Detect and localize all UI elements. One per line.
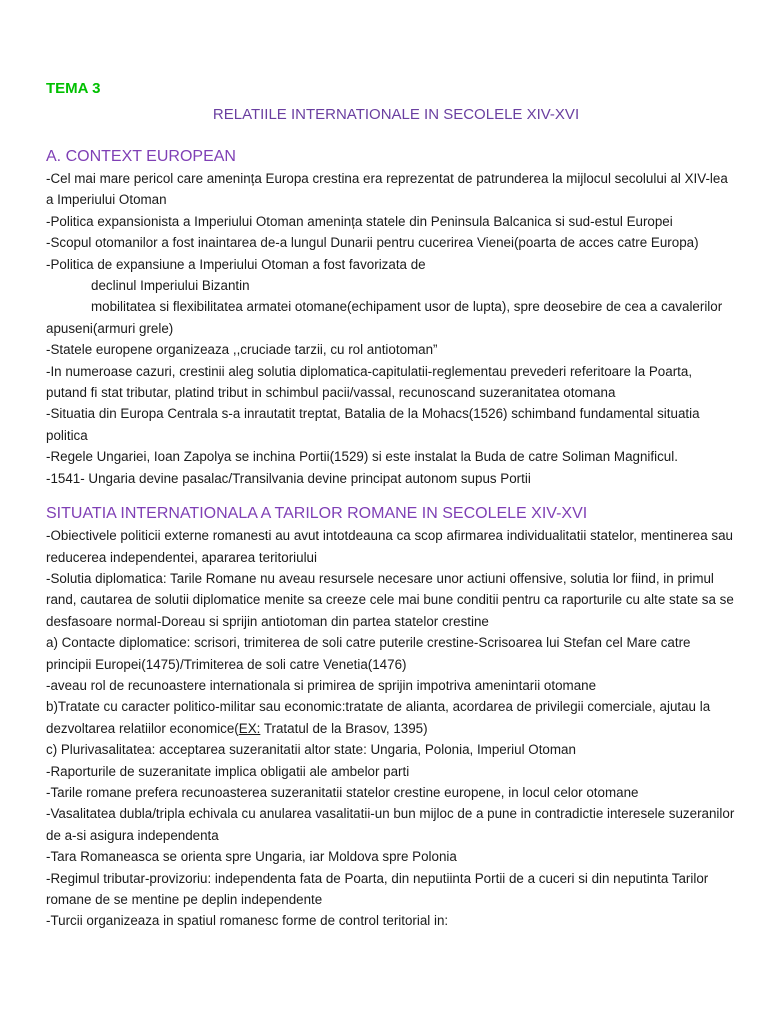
tema-label: TEMA 3: [46, 80, 101, 97]
paragraph: -Cel mai mare pericol care amenința Europa crestina era reprezentat de patrunderea la mijlocul secolului al XIV-lea a Imperiului Otoman: [46, 171, 728, 208]
paragraph: -aveau rol de recunoastere internationala si primirea de sprijin impotriva amenintarii otomane: [46, 677, 597, 693]
paragraph: -1541- Ungaria devine pasalac/Transilvania devine principat autonom supus Portii: [46, 470, 531, 486]
section-a-heading: A. CONTEXT EUROPEAN: [46, 148, 236, 165]
paragraph: -Tara Romaneasca se orienta spre Ungaria, iar Moldova spre Polonia: [46, 849, 457, 865]
paragraph: c) Plurivasalitatea: acceptarea suzeranitatii altor state: Ungaria, Polonia, Imperiul Otoman: [46, 742, 576, 758]
indented-item: declinul Imperiului Bizantin: [91, 278, 250, 294]
section-a-body: [46, 168, 736, 489]
paragraph: -Politica de expansiune a Imperiului Otoman a fost favorizata de: [46, 256, 426, 272]
paragraph: -Scopul otomanilor a fost inaintarea de-a lungul Dunarii pentru cucerirea Vienei(poarta de acces catre Europa): [46, 235, 699, 251]
paragraph: -Obiectivele politicii externe romanesti au avut intotdeauna ca scop afirmarea individualitatii statelor, mentinerea sau reducerea independentei, apararea teritoriului: [46, 528, 734, 565]
section-b-body: [46, 525, 736, 932]
paragraph: -Turcii organizeaza in spatiul romanesc forme de control teritorial in:: [46, 913, 449, 929]
example-label: EX:: [238, 720, 261, 736]
document-page: [46, 78, 736, 932]
paragraph: -Regimul tributar-provizoriu: independenta fata de Poarta, din neputiinta Portii de a cuceri si din neputinta Tarilor romane de se mentine pe deplin independente: [46, 870, 709, 907]
paragraph: -Solutia diplomatica: Tarile Romane nu aveau resursele necesare unor actiuni offensive, solutia lor fiind, in primul rand, cautarea de solutii diplomatice menite sa creeze cele mai bune conditii pentru ca raporturile cu alte state sa se desfasoare normal-Doreau si sprijin antiotoman din partea statelor crestine: [46, 570, 734, 629]
indented-item: mobilitatea si flexibilitatea armatei otomane(echipament usor de lupta), spre deosebire de cea a cavalerilor apuseni(armuri grele): [46, 299, 723, 336]
paragraph: b)Tratate cu caracter politico-militar sau economic:tratate de alianta, acordarea de privilegii comerciale, ajutau la dezvoltarea relatiilor economice(EX: Tratatul de la Brasov, 1395): [46, 699, 711, 736]
paragraph: a) Contacte diplomatice: scrisori, trimiterea de soli catre puterile crestine-Scrisoarea lui Stefan cel Mare catre principii Europei(1475)/Trimiterea de soli catre Venetia(1476): [46, 635, 691, 672]
page-title: RELATIILE INTERNATIONALE IN SECOLELE XIV-XVI: [212, 106, 580, 123]
paragraph: -Vasalitatea dubla/tripla echivala cu anularea vasalitatii-un bun mijloc de a pune in contradictie interesele suzeranilor de a-si asigura independenta: [46, 806, 735, 843]
paragraph: -Situatia din Europa Centrala s-a inrautatit treptat, Batalia de la Mohacs(1526) schimband fundamental situatia politica: [46, 406, 700, 443]
paragraph: -Politica expansionista a Imperiului Otoman amenința statele din Peninsula Balcanica si sud-estul Europei: [46, 213, 673, 229]
paragraph: -Statele europene organizeaza ,,cruciade tarzii, cu rol antiotoman”: [46, 342, 438, 358]
paragraph: -In numeroase cazuri, crestinii aleg solutia diplomatica-capitulatii-reglementau prevederi referitoare la Poarta, putand fi stat tributar, platind tribut in schimbul pacii/vassal, recunoscand suzeranitatea otomana: [46, 363, 693, 401]
paragraph: -Regele Ungariei, Ioan Zapolya se inchina Portii(1529) si este instalat la Buda de catre Soliman Magnificul.: [46, 449, 678, 465]
section-b-heading: SITUATIA INTERNATIONALA A TARILOR ROMANE IN SECOLELE XIV-XVI: [46, 505, 588, 523]
paragraph: -Tarile romane prefera recunoasterea suzeranitatii statelor crestine europene, in locul celor otomane: [46, 784, 639, 800]
paragraph: -Raporturile de suzeranitate implica obligatii ale ambelor parti: [46, 763, 410, 779]
